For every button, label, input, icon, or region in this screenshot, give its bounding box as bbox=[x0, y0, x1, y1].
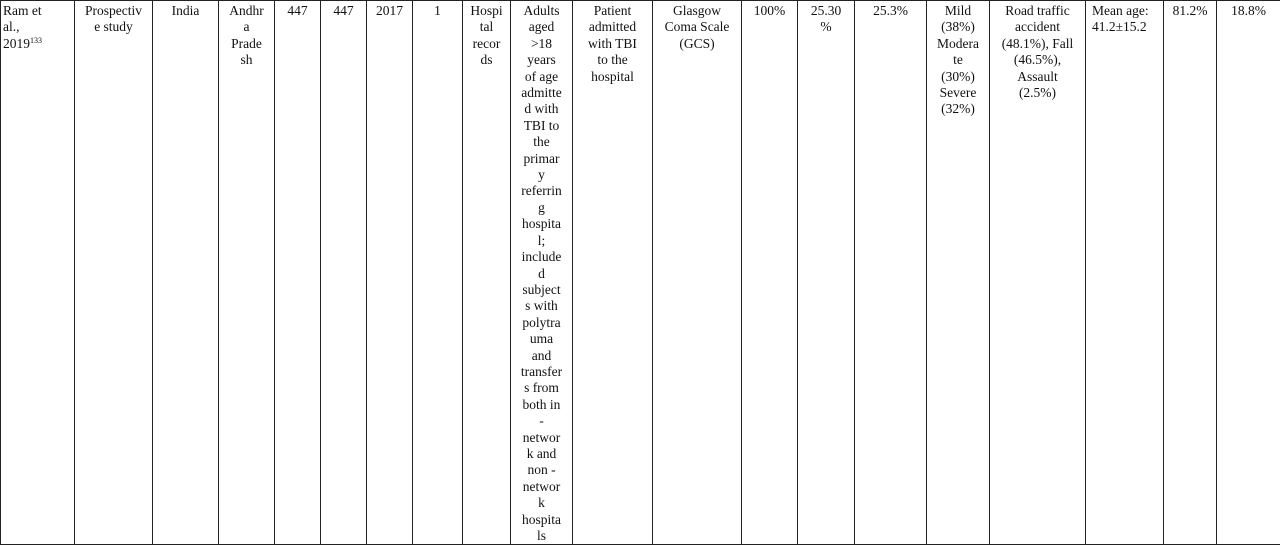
cell-text-line: 100% bbox=[745, 3, 794, 19]
cell-text-line: (38%) bbox=[930, 19, 986, 35]
study-design-cell bbox=[75, 1, 153, 545]
cell-text-line: (30%) bbox=[930, 69, 986, 85]
cell-text-line: ds bbox=[466, 52, 507, 68]
cell-text-line: Road traffic bbox=[993, 3, 1082, 19]
cell-text-line: Modera bbox=[930, 36, 986, 52]
severity-distribution-cell bbox=[927, 1, 990, 545]
cell-text-line: 1 bbox=[416, 3, 459, 19]
cell-text-line: referrin bbox=[514, 183, 569, 199]
cell-text-line: Adults bbox=[514, 3, 569, 19]
cell-text-line: the bbox=[514, 134, 569, 150]
cell-text-line: years bbox=[514, 52, 569, 68]
cell-text-line: India bbox=[156, 3, 215, 19]
cell-text-line: y bbox=[514, 167, 569, 183]
age-cell bbox=[1086, 1, 1164, 545]
cell-text-line: admitte bbox=[514, 85, 569, 101]
region-cell bbox=[219, 1, 275, 545]
study-year-cell bbox=[367, 1, 413, 545]
cell-text-line: d bbox=[514, 266, 569, 282]
cell-text-line: (46.5%), bbox=[993, 52, 1082, 68]
cell-text-line: uma bbox=[514, 331, 569, 347]
cell-text-line: s from bbox=[514, 380, 569, 396]
cell-text-line: 41.2±15.2 bbox=[1092, 19, 1160, 35]
percent-cell-b bbox=[798, 1, 855, 545]
cell-text-line: 25.3% bbox=[858, 3, 923, 19]
cell-text-line: Prade bbox=[222, 36, 271, 52]
cell-text-line: primar bbox=[514, 151, 569, 167]
cell-text-line: networ bbox=[514, 479, 569, 495]
cell-text-line: s with bbox=[514, 298, 569, 314]
cell-text-line: Coma Scale bbox=[656, 19, 738, 35]
cell-text-line: Severe bbox=[930, 85, 986, 101]
cell-text-line: tal bbox=[466, 19, 507, 35]
female-percent-cell bbox=[1217, 1, 1280, 545]
reference-number: 133 bbox=[30, 36, 42, 45]
cell-text-line: d with bbox=[514, 101, 569, 117]
cell-text-line: recor bbox=[466, 36, 507, 52]
cell-text-line: TBI to bbox=[514, 118, 569, 134]
cell-text-line: hospital bbox=[576, 69, 649, 85]
inclusion-criteria-cell bbox=[511, 1, 573, 545]
sample-size-cell bbox=[275, 1, 321, 545]
cell-text-line: te bbox=[930, 52, 986, 68]
cell-text-line: hospita bbox=[514, 512, 569, 528]
cell-text-line: of age bbox=[514, 69, 569, 85]
data-source-cell bbox=[463, 1, 511, 545]
cell-text-line: non - bbox=[514, 462, 569, 478]
cell-text-line: accident bbox=[993, 19, 1082, 35]
cell-text-line: - bbox=[514, 413, 569, 429]
cell-text-line: (GCS) bbox=[656, 36, 738, 52]
cell-text-line: >18 bbox=[514, 36, 569, 52]
duration-cell bbox=[413, 1, 463, 545]
cell-text-line: 447 bbox=[278, 3, 317, 19]
cell-text-line: Mean age: bbox=[1092, 3, 1160, 19]
percent-cell-a bbox=[742, 1, 798, 545]
case-definition-cell bbox=[573, 1, 653, 545]
author-line: Ram et bbox=[3, 3, 71, 19]
cell-text-line: Prospectiv bbox=[78, 3, 149, 19]
cell-text-line: 2017 bbox=[370, 3, 409, 19]
cell-text-line: subject bbox=[514, 282, 569, 298]
cell-text-line: % bbox=[801, 19, 851, 35]
author-line: al., bbox=[3, 19, 71, 35]
cell-text-line: k and bbox=[514, 446, 569, 462]
publication-year: 2019 bbox=[3, 36, 30, 51]
cell-text-line: l; bbox=[514, 233, 569, 249]
cell-text-line: ls bbox=[514, 528, 569, 544]
cell-text-line: (2.5%) bbox=[993, 85, 1082, 101]
author-year bbox=[3, 36, 71, 52]
injury-mechanism-cell bbox=[990, 1, 1086, 545]
cell-text-line: Patient bbox=[576, 3, 649, 19]
cell-text-line: Assault bbox=[993, 69, 1082, 85]
cell-text-line: (32%) bbox=[930, 101, 986, 117]
percent-cell-c bbox=[855, 1, 927, 545]
severity-tool-cell bbox=[653, 1, 742, 545]
male-percent-cell bbox=[1164, 1, 1217, 545]
table-row bbox=[1, 1, 1280, 545]
cell-text-line: networ bbox=[514, 430, 569, 446]
cell-text-line: 18.8% bbox=[1220, 3, 1277, 19]
cell-text-line: sh bbox=[222, 52, 271, 68]
cell-text-line: 25.30 bbox=[801, 3, 851, 19]
cell-text-line: Hospi bbox=[466, 3, 507, 19]
cell-text-line: transfer bbox=[514, 364, 569, 380]
country-cell bbox=[153, 1, 219, 545]
cell-text-line: Andhr bbox=[222, 3, 271, 19]
cell-text-line: e study bbox=[78, 19, 149, 35]
cell-text-line: aged bbox=[514, 19, 569, 35]
cell-text-line: (48.1%), Fall bbox=[993, 36, 1082, 52]
cell-text-line: to the bbox=[576, 52, 649, 68]
author-cell bbox=[1, 1, 75, 545]
cell-text-line: include bbox=[514, 249, 569, 265]
cell-text-line: 447 bbox=[324, 3, 363, 19]
cell-text-line: Glasgow bbox=[656, 3, 738, 19]
cell-text-line: hospita bbox=[514, 216, 569, 232]
sample-analyzed-cell bbox=[321, 1, 367, 545]
cell-text-line: Mild bbox=[930, 3, 986, 19]
cell-text-line: a bbox=[222, 19, 271, 35]
cell-text-line: polytra bbox=[514, 315, 569, 331]
cell-text-line: admitted bbox=[576, 19, 649, 35]
cell-text-line: and bbox=[514, 348, 569, 364]
cell-text-line: with TBI bbox=[576, 36, 649, 52]
cell-text-line: k bbox=[514, 495, 569, 511]
cell-text-line: 81.2% bbox=[1167, 3, 1213, 19]
cell-text-line: g bbox=[514, 200, 569, 216]
cell-text-line: both in bbox=[514, 397, 569, 413]
